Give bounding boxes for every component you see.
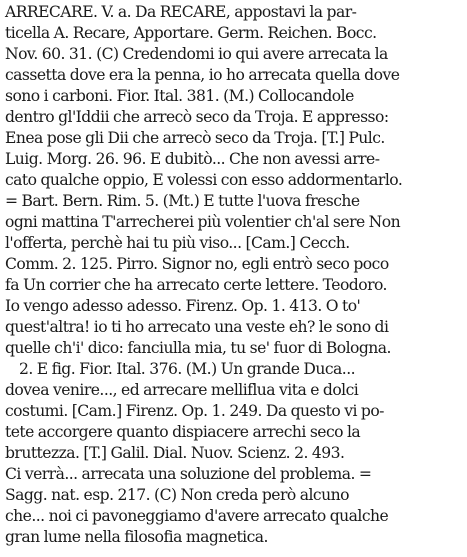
entry-line-22: bruttezza. [T.] Galil. Dial. Nuov. Scienz. 2. 493. — [5, 444, 345, 462]
entry-line-11: ogni mattina T'arrecherei più volentier ch'al sere Non — [5, 213, 401, 231]
entry-line-1: ARRECARE. V. a. Da RECARE, appostavi la par- — [5, 3, 357, 21]
entry-line-8: Luig. Morg. 26. 96. E dubitò... Che non avessi arre- — [5, 150, 380, 168]
entry-line-12: l'offerta, perchè hai tu più viso... [Cam.] Cecch. — [5, 234, 350, 252]
entry-line-7: Enea pose gli Dii che arrecò seco da Troja. [T.] Pulc. — [5, 129, 385, 147]
entry-line-20: costumi. [Cam.] Firenz. Op. 1. 249. Da questo vi po- — [5, 402, 384, 420]
entry-line-15: Io vengo adesso adesso. Firenz. Op. 1. 413. O to' — [5, 297, 361, 315]
entry-line-19: dovea venire..., ed arrecare melliflua vita e dolci — [5, 381, 359, 399]
entry-line-3: Nov. 60. 31. (C) Credendomi io qui avere arrecata la — [5, 45, 388, 63]
entry-line-23: Ci verrà... arrecata una soluzione del problema. = — [5, 465, 372, 483]
entry-line-4: cassetta dove era la penna, io ho arrecata quella dove — [5, 66, 400, 84]
entry-line-2: ticella A. Recare, Apportare. Germ. Reichen. Bocc. — [5, 24, 377, 42]
entry-line-5: sono i carboni. Fior. Ital. 381. (M.) Collocandole — [5, 87, 354, 105]
entry-line-17: quelle ch'i' dico: fanciulla mia, tu se' fuor di Bologna. — [5, 339, 391, 357]
dictionary-entry — [5, 3, 463, 554]
entry-line-21: tete accorgere quanto dispiacere arrechi seco la — [5, 423, 361, 441]
entry-line-10: = Bart. Bern. Rim. 5. (Mt.) E tutte l'uova fresche — [5, 192, 360, 210]
entry-line-6: dentro gl'Iddii che arrecò seco da Troja. E appresso: — [5, 108, 389, 126]
entry-line-13: Comm. 2. 125. Pirro. Signor no, egli entrò seco poco — [5, 255, 389, 273]
entry-line-9: cato qualche oppio, E volessi con esso addormentarlo. — [5, 171, 403, 189]
entry-line-16: quest'altra! io ti ho arrecato una veste eh? le sono di — [5, 318, 389, 336]
entry-line-24: Sagg. nat. esp. 217. (C) Non creda però alcuno — [5, 486, 349, 504]
entry-line-25: che... noi ci pavoneggiamo d'avere arrecato qualche — [5, 507, 389, 525]
entry-line-18: 2. E fig. Fior. Ital. 376. (M.) Un grande Duca... — [19, 360, 356, 378]
entry-line-14: fa Un corrier che ha arrecato certe lettere. Teodoro. — [5, 276, 387, 294]
entry-line-26: gran lume nella filosofia magnetica. — [5, 528, 268, 546]
